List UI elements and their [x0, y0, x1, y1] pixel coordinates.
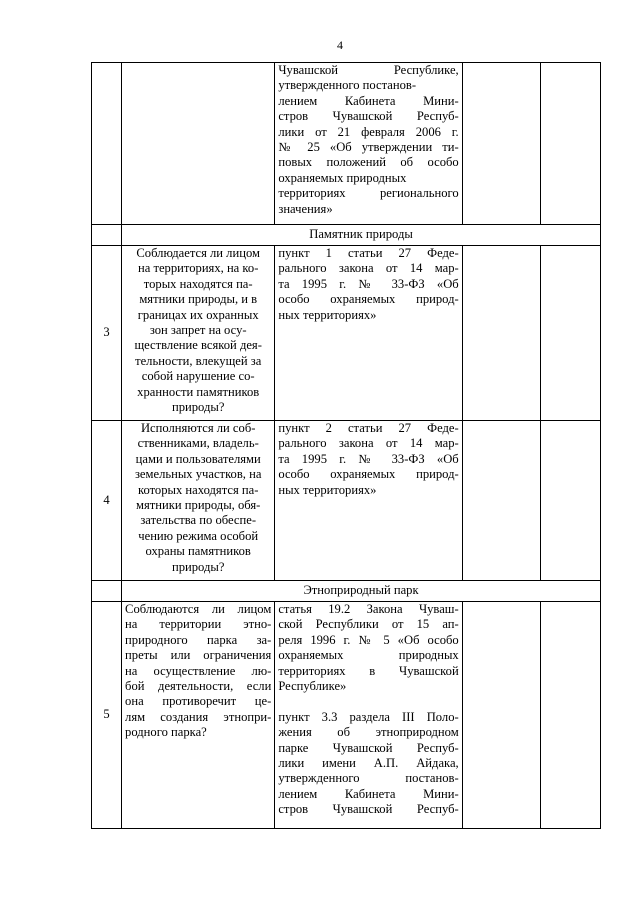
- text-line: Соблюдается ли лицом: [136, 246, 260, 260]
- text-line: та 1995 г. № 33-ФЗ «Об: [278, 451, 459, 466]
- text-line: охраняемых природных: [278, 170, 407, 185]
- note-cell: [540, 421, 600, 581]
- text-line: лики имени А.П. Айдака,: [278, 756, 459, 771]
- text-line: рального закона от 14 мар-: [278, 261, 459, 276]
- text-line: лики от 21 февраля 2006 г.: [278, 124, 459, 139]
- text-line: лением Кабинета Мини-: [278, 786, 459, 801]
- text-line: стров Чувашской Респуб-: [278, 109, 459, 124]
- text-line: преты или ограничения: [125, 648, 272, 663]
- section-title: Этноприродный парк: [122, 581, 601, 602]
- text-line: ществление всякой дея-: [134, 338, 262, 353]
- text-line: зон запрет на осу-: [149, 323, 247, 338]
- checklist-table: [91, 62, 601, 829]
- text-line: охраны памятников: [145, 544, 251, 559]
- answer-cell: [462, 246, 540, 421]
- table-row-section: [92, 225, 601, 246]
- text-line: ных территориях»: [278, 307, 377, 322]
- table-row-section: [92, 581, 601, 602]
- text-line: Чувашской Республике,: [278, 63, 459, 77]
- row-number: 3: [92, 246, 122, 421]
- text-line: хранности памятников: [137, 384, 260, 399]
- paragraph-gap: [278, 694, 458, 709]
- note-cell: [540, 246, 600, 421]
- text-line: ственниками, владель-: [137, 436, 259, 451]
- text-line: ской Республики от 15 ап-: [278, 617, 459, 632]
- answer-cell: [462, 421, 540, 581]
- table-row: [92, 421, 601, 581]
- text-line: бой деятельности, если: [125, 679, 272, 694]
- text-line: Исполняются ли соб-: [140, 421, 256, 435]
- text-line: парке Чувашской Респуб-: [278, 740, 459, 755]
- text-line: торых находятся па-: [143, 276, 253, 291]
- text-line: охраняемых природных: [278, 648, 459, 663]
- number-cell: [92, 63, 122, 225]
- text-line: природы?: [171, 400, 225, 415]
- text-line: повых положений об особо: [278, 155, 459, 170]
- text-line: статья 19.2 Закона Чуваш-: [278, 602, 459, 616]
- legal-basis-cell: [275, 602, 462, 829]
- text-line: значения»: [278, 201, 333, 216]
- text-line: Республике»: [278, 679, 347, 694]
- text-line: собой нарушение со-: [141, 369, 255, 384]
- row-number: 4: [92, 421, 122, 581]
- page-number: 4: [337, 38, 343, 52]
- legal-basis-cell: [275, 246, 462, 421]
- text-line: пункт 1 статьи 27 Феде-: [278, 246, 459, 260]
- table-row: [92, 602, 601, 829]
- text-line: чению режима особой: [138, 528, 259, 543]
- text-line: она противоречит це-: [125, 694, 272, 709]
- question-cell: [122, 602, 275, 829]
- text-line: на осуществление лю-: [125, 663, 272, 678]
- text-line: зательства по обеспе-: [140, 513, 257, 528]
- note-cell: [540, 602, 600, 829]
- legal-basis-cell: [275, 421, 462, 581]
- question-cell: [122, 246, 275, 421]
- text-line: особо охраняемых природ-: [278, 467, 459, 482]
- text-line: которых находятся па-: [137, 482, 259, 497]
- text-line: территориях регионального: [278, 186, 459, 201]
- text-line: границах их охранных: [137, 307, 259, 322]
- text-line: природного парка за-: [125, 632, 272, 647]
- answer-cell: [462, 602, 540, 829]
- text-line: пункт 2 статьи 27 Феде-: [278, 421, 459, 435]
- answer-cell: [462, 63, 540, 225]
- text-line: мятники природы, и в: [139, 292, 258, 307]
- table-row: [92, 246, 601, 421]
- text-line: пункт 3.3 раздела III Поло-: [278, 709, 459, 724]
- text-line: на территории этно-: [125, 617, 272, 632]
- legal-basis-cell: [275, 63, 462, 225]
- number-cell: [92, 581, 122, 602]
- text-line: тельности, влекущей за: [135, 353, 262, 368]
- text-line: Соблюдаются ли лицом: [125, 602, 272, 616]
- text-line: родного парка?: [125, 725, 207, 740]
- text-line: территориях в Чувашской: [278, 663, 459, 678]
- question-cell: [122, 421, 275, 581]
- text-line: лям создания этнопри-: [125, 709, 272, 724]
- number-cell: [92, 225, 122, 246]
- note-cell: [540, 63, 600, 225]
- section-title: Памятник природы: [122, 225, 601, 246]
- question-cell: [122, 63, 275, 225]
- text-line: мятники природы, обя-: [136, 498, 261, 513]
- text-line: реля 1996 г. № 5 «Об особо: [278, 632, 459, 647]
- row-number: 5: [92, 602, 122, 829]
- text-line: утвержденного постанов-: [278, 771, 459, 786]
- text-line: особо охраняемых природ-: [278, 292, 459, 307]
- text-line: на территориях, на ко-: [137, 261, 259, 276]
- text-line: № 25 «Об утверждении ти-: [278, 140, 459, 155]
- text-line: та 1995 г. № 33-ФЗ «Об: [278, 276, 459, 291]
- text-line: стров Чувашской Респуб-: [278, 802, 459, 817]
- text-line: природы?: [171, 559, 225, 574]
- text-line: утвержденного постанов-: [278, 78, 417, 93]
- text-line: цами и пользователями: [135, 451, 261, 466]
- text-line: земельных участков, на: [134, 467, 262, 482]
- table-row-continuation: [92, 63, 601, 225]
- text-line: лением Кабинета Мини-: [278, 93, 459, 108]
- text-line: жения об этноприродном: [278, 725, 459, 740]
- text-line: ных территориях»: [278, 482, 377, 497]
- text-line: рального закона от 14 мар-: [278, 436, 459, 451]
